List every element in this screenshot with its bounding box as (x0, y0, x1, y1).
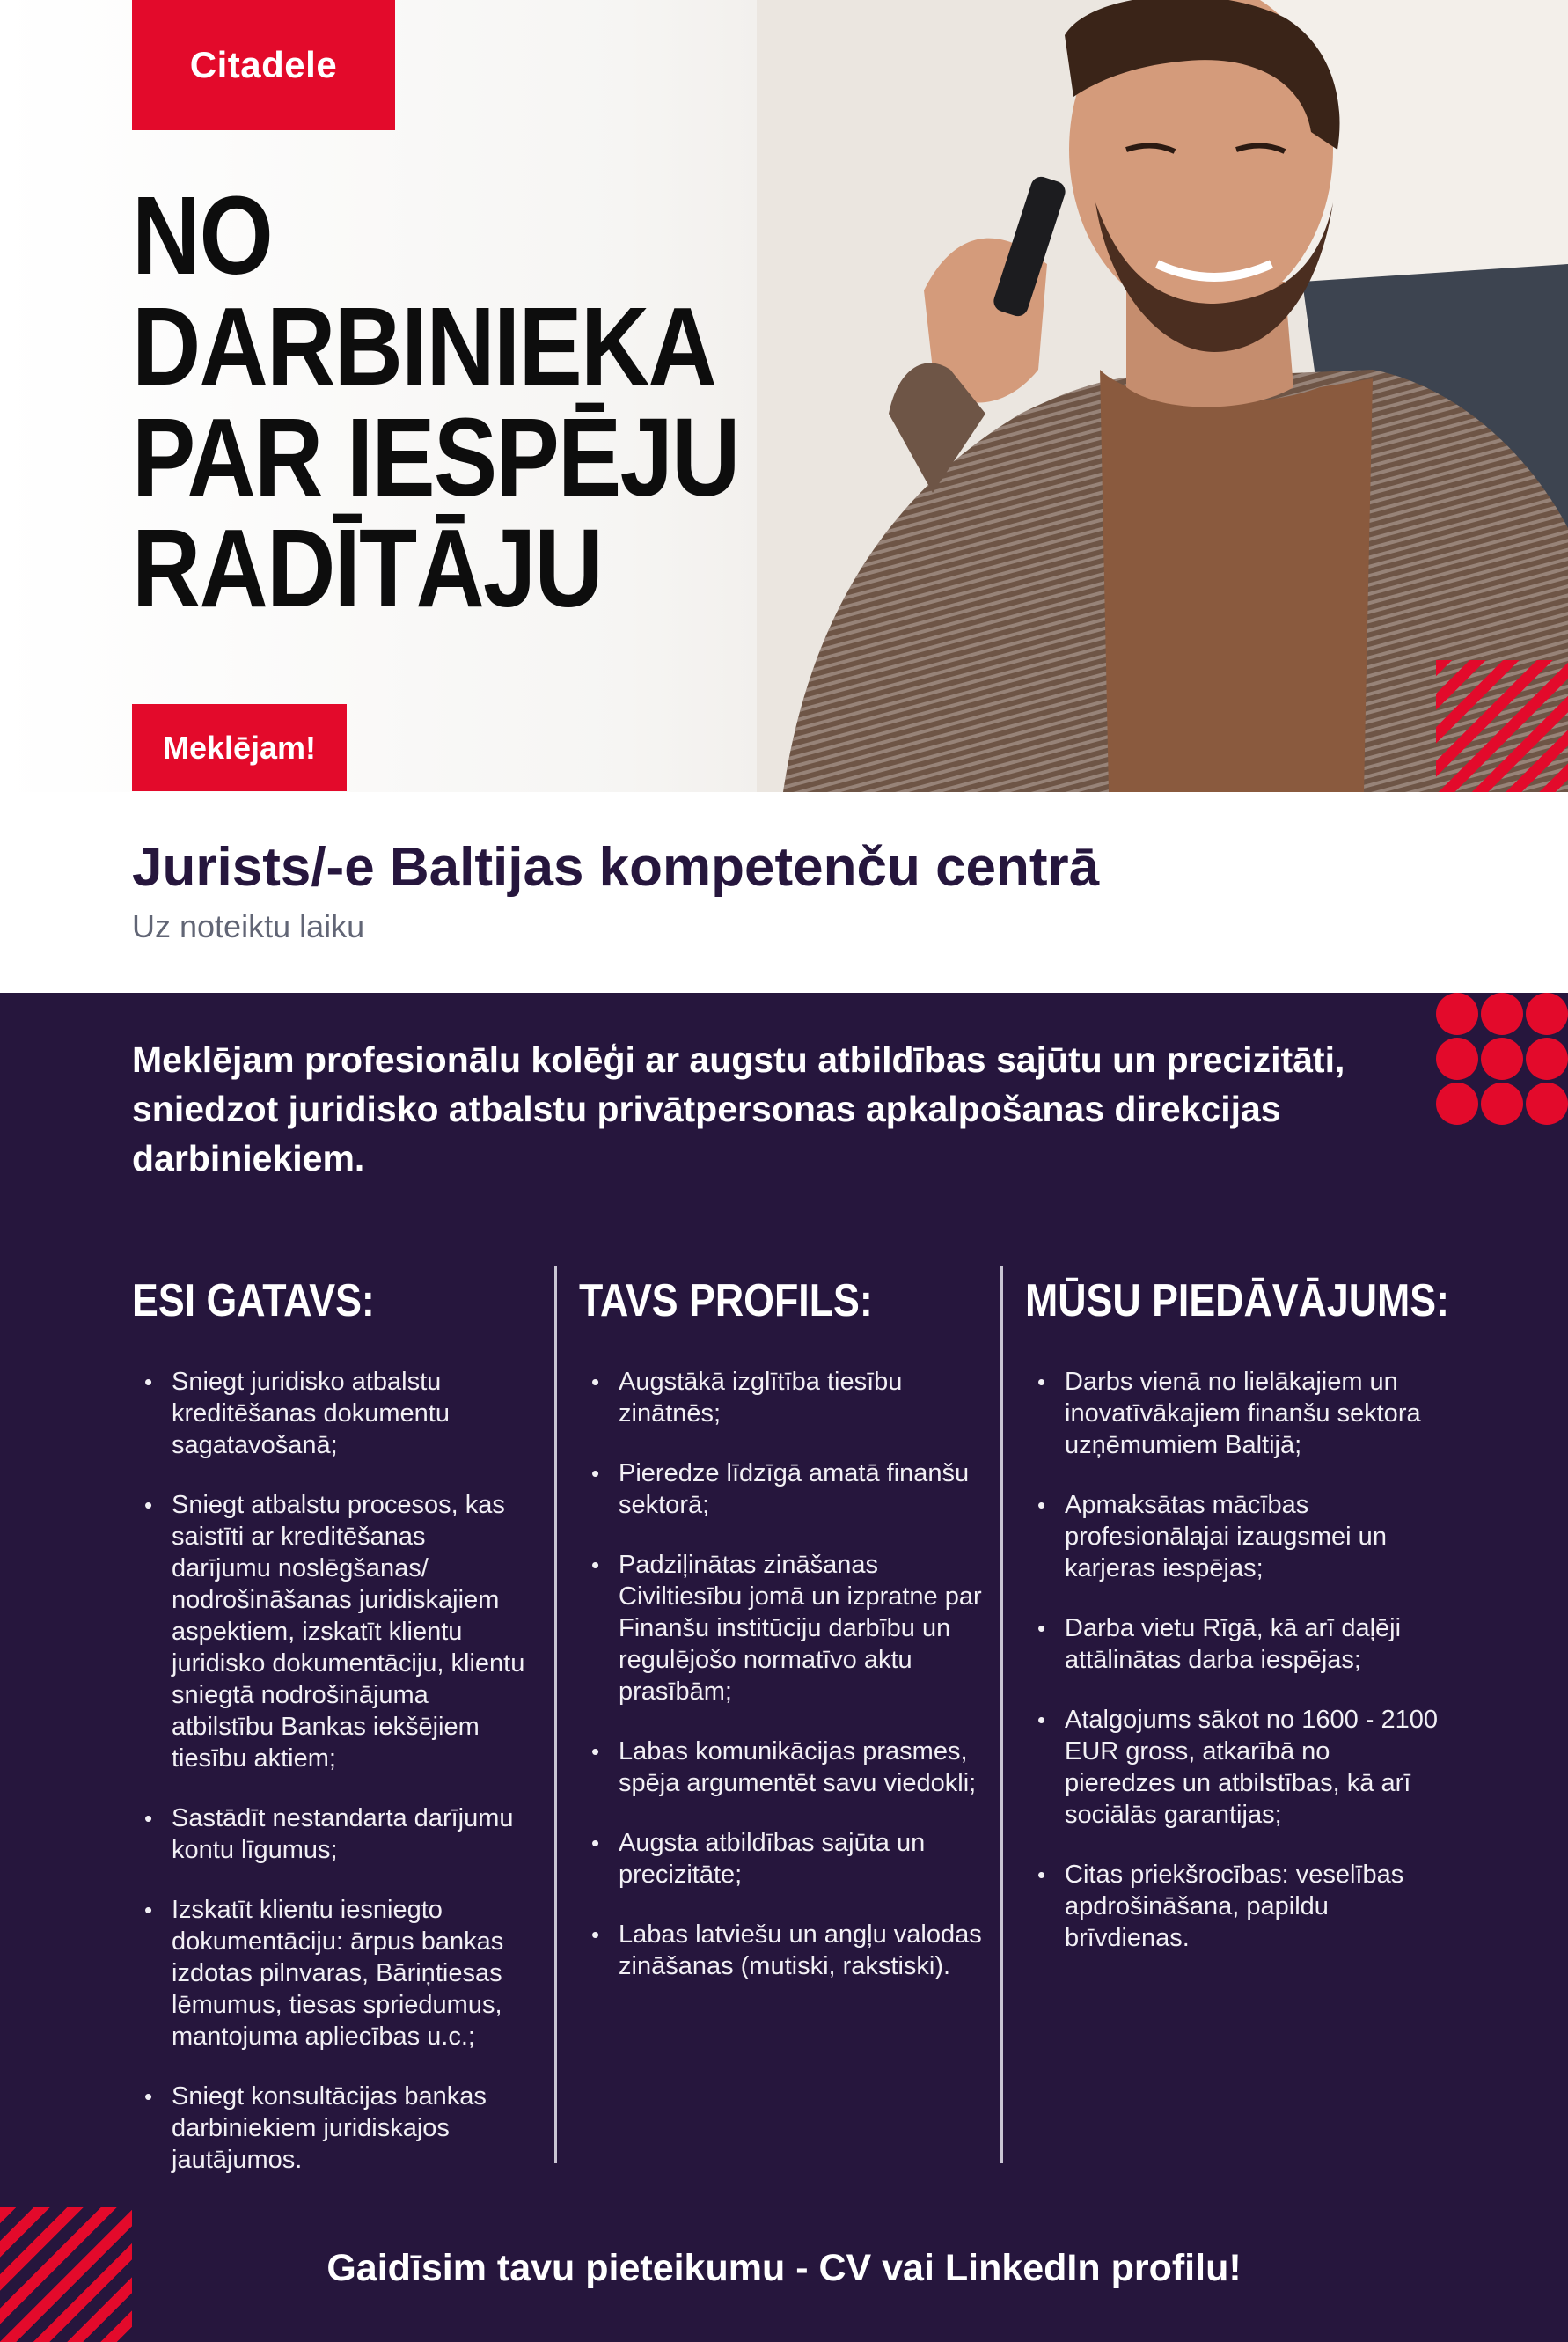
hero-section (0, 0, 1568, 792)
list-item: • Augstākā izglītība tiesību zinātnēs; (591, 1368, 903, 1428)
list-item: • Augsta atbildības sajūta un precizitāte; (591, 1829, 926, 1889)
column-heading: TAVS PROFILS: (579, 1275, 873, 1326)
list-item: • Padziļinātas zināšanas Civiltiesību jomā un izpratne par Finanšu institūciju darbību un regulējošo normatīvo aktu prasībām; (591, 1551, 982, 1706)
list-item: • Atalgojums sākot no 1600 - 2100 EUR gross, atkarībā no pieredzes un atbilstības, kā arī sociālās garantijas; (1037, 1706, 1438, 1829)
column-heading: MŪSU PIEDĀVĀJUMS: (1025, 1275, 1450, 1326)
job-subtitle: Uz noteiktu laiku (132, 908, 365, 944)
job-title: Jurists/-e Baltijas kompetenču centrā (132, 837, 1100, 898)
duties-list (132, 1366, 528, 2204)
list-item: • Darba vietu Rīgā, kā arī daļēji attālinātas darba iespējas; (1037, 1614, 1402, 1674)
list-item: • Sniegt juridisko atbalstu kreditēšanas dokumentu sagatavošanā; (144, 1368, 450, 1459)
column-tavs-profils (579, 1274, 993, 1980)
column-divider (1000, 1266, 1003, 2163)
seeking-badge: Meklējam! (132, 704, 347, 791)
column-musu-piedavajums (1025, 1274, 1450, 1952)
citadele-logo[interactable]: Citadele (132, 0, 395, 130)
headline-line: PAR IESPĒJU (132, 395, 739, 519)
list-item: • Sastādīt nestandarta darījumu kontu līgumus; (144, 1804, 514, 1864)
decorative-dots (1436, 993, 1568, 1125)
list-item: • Pieredze līdzīgā amatā finanšu sektorā; (591, 1459, 970, 1519)
decorative-stripes (1436, 660, 1568, 792)
profile-list (579, 1366, 993, 2010)
headline-line: RADĪTĀJU (132, 506, 603, 630)
intro-text: Meklējam profesionālu kolēģi ar augstu atbildības sajūtu un precizitāti, sniedzot juridisko atbalstu privātpersonas apkalpošanas direkcijas darbiniekiem. (132, 1039, 1345, 1178)
list-item: • Izskatīt klientu iesniegto dokumentāciju: ārpus bankas izdotas pilnvaras, Bāriņtiesas lēmumus, tiesas spriedumus, mantojuma apliecības u.c.; (144, 1896, 504, 2051)
list-item: • Darbs vienā no lielākajiem un inovatīvākajiem finanšu sektora uzņēmumiem Baltijā; (1037, 1368, 1421, 1459)
list-item: • Citas priekšrocības: veselības apdrošināšana, papildu brīvdienas. (1037, 1861, 1404, 1952)
list-item: • Apmaksātas mācības profesionālajai izaugsmei un karjeras iespējas; (1037, 1491, 1387, 1582)
list-item: • Sniegt atbalstu procesos, kas saistīti ar kreditēšanas darījumu noslēgšanas/ nodrošināšanas juridiskajiem aspektiem, izskatīt klientu juridisko dokumentāciju, klientu sniegtā nodrošinājuma atbilstību Bankas iekšējiem tiesību aktiem; (144, 1491, 525, 1773)
column-esi-gatavs (132, 1274, 528, 2174)
footer-call-to-action: Gaidīsim tavu pieteikumu - CV vai LinkedIn profilu! (326, 2247, 1242, 2289)
list-item: • Sniegt konsultācijas bankas darbiniekiem juridiskajos jautājumos. (144, 2082, 487, 2174)
list-item: • Labas latviešu un angļu valodas zināšanas (mutiski, rakstiski). (591, 1920, 982, 1980)
job-header (0, 792, 1568, 993)
headline (132, 173, 752, 630)
column-heading: ESI GATAVS: (132, 1275, 375, 1326)
details-section (0, 993, 1568, 2342)
list-item: • Labas komunikācijas prasmes, spēja argumentēt savu viedokli; (591, 1737, 977, 1797)
offer-list (1025, 1366, 1439, 1982)
column-divider (554, 1266, 557, 2163)
headline-line: NO (132, 173, 273, 297)
headline-line: DARBINIEKA (132, 284, 716, 408)
